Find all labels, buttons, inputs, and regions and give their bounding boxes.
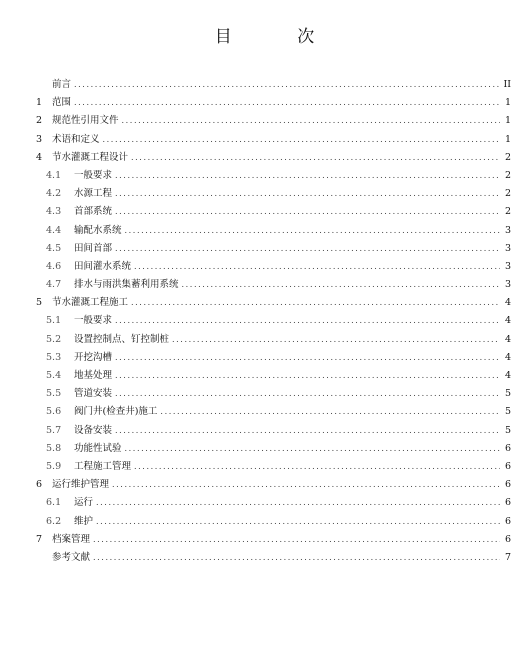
toc-entry-page: 1 (504, 133, 511, 145)
toc-entry-title: 田间首部 (74, 242, 113, 254)
dot-leader (93, 549, 500, 567)
toc-entry-number: 4.5 (46, 242, 62, 254)
dot-leader (115, 240, 500, 258)
toc-entry-8[interactable] (36, 222, 511, 240)
toc-entry-19[interactable] (36, 422, 511, 440)
toc-entry-16[interactable] (36, 367, 511, 385)
toc-entry-page: 6 (504, 515, 511, 527)
toc-entry-title: 一般要求 (74, 315, 113, 327)
toc-entry-title: 设备安装 (74, 424, 113, 436)
toc-entry-number: 1 (36, 97, 43, 109)
toc-entry-11[interactable] (36, 276, 511, 294)
page-title: 目 次 (214, 27, 345, 47)
toc-entry-number: 5.6 (46, 406, 62, 418)
dot-leader (131, 149, 500, 167)
toc-entry-page: 6 (504, 497, 511, 509)
toc-entry-title: 术语和定义 (52, 133, 100, 145)
toc-entry-page: 5 (504, 424, 511, 436)
toc-entry-page: 6 (504, 533, 511, 545)
toc-entry-7[interactable] (36, 203, 511, 221)
toc-entry-6[interactable] (36, 185, 511, 203)
dot-leader (115, 422, 500, 440)
toc-entry-12[interactable] (36, 294, 511, 312)
toc-entry-number: 5.8 (46, 442, 62, 454)
toc-entry-page: 5 (504, 388, 511, 400)
toc-entry-page: 4 (504, 351, 511, 363)
toc-entry-page: 6 (504, 442, 511, 454)
toc-entry-13[interactable] (36, 312, 511, 330)
toc-entry-23[interactable] (36, 494, 511, 512)
toc-entry-10[interactable] (36, 258, 511, 276)
toc-entry-title: 开挖沟槽 (74, 351, 113, 363)
dot-leader (115, 203, 500, 221)
toc-entry-21[interactable] (36, 458, 511, 476)
toc-entry-page: 4 (504, 370, 511, 381)
toc-entry-title: 工程施工管理 (74, 460, 132, 472)
dot-leader (122, 112, 500, 130)
toc-entry-title: 地基处理 (74, 370, 113, 381)
toc-entry-title: 设置控制点、钉控制桩 (74, 333, 170, 345)
toc-entry-0[interactable] (36, 76, 511, 94)
toc-entry-page: 7 (504, 551, 511, 563)
toc-entry-title: 阀门井(检查井)施工 (74, 406, 158, 418)
toc-entry-25[interactable] (36, 531, 511, 549)
toc-entry-page: 3 (504, 224, 511, 236)
toc-entry-number: 5.2 (46, 333, 62, 345)
dot-leader (74, 94, 500, 112)
toc-entry-number: 5.9 (46, 460, 62, 472)
toc-entry-page: 2 (504, 151, 511, 163)
dot-leader (74, 76, 500, 94)
toc-entry-9[interactable] (36, 240, 511, 258)
toc-entry-18[interactable] (36, 403, 511, 421)
dot-leader (112, 476, 500, 494)
toc-entry-title: 一般要求 (74, 169, 113, 181)
toc-entry-title: 节水灌溉工程设计 (52, 151, 129, 163)
toc-entry-1[interactable] (36, 94, 511, 112)
toc-entry-page: 4 (504, 297, 511, 309)
toc-entry-title: 排水与雨洪集蓄利用系统 (74, 279, 179, 291)
toc-entry-page: 4 (504, 333, 511, 345)
toc-entry-page: 3 (504, 260, 511, 272)
toc-entry-page: 6 (504, 460, 511, 472)
toc-entry-number: 5.7 (46, 424, 62, 436)
dot-leader (160, 403, 500, 421)
toc-entry-title: 田间灌水系统 (74, 260, 132, 272)
toc-entry-title: 输配水系统 (74, 224, 122, 236)
dot-leader (172, 331, 500, 349)
toc-entry-20[interactable] (36, 440, 511, 458)
toc-entry-number: 3 (36, 133, 43, 145)
dot-leader (115, 185, 500, 203)
toc-entry-number: 6.1 (46, 497, 62, 509)
toc-entry-3[interactable] (36, 131, 511, 149)
toc-entry-26[interactable] (36, 549, 511, 567)
toc-entry-page: II (503, 79, 511, 90)
dot-leader (182, 276, 500, 294)
toc-entry-15[interactable] (36, 349, 511, 367)
toc-entry-number: 4.6 (46, 260, 62, 272)
toc-entry-4[interactable] (36, 149, 511, 167)
toc-entry-number: 5.5 (46, 388, 62, 400)
toc-entry-number: 5 (36, 297, 43, 309)
toc-entry-24[interactable] (36, 513, 511, 531)
toc-entry-title: 维护 (74, 515, 94, 527)
toc-entry-title: 运行维护管理 (52, 479, 110, 491)
dot-leader (115, 167, 500, 185)
dot-leader (115, 385, 500, 403)
toc-entry-title: 前言 (52, 79, 72, 90)
toc-entry-title: 档案管理 (52, 533, 91, 545)
dot-leader (103, 131, 500, 149)
dot-leader (134, 258, 500, 276)
toc-entry-title: 参考文献 (52, 551, 91, 563)
toc-entry-number: 4.4 (46, 224, 62, 236)
toc-entry-title: 范围 (52, 97, 72, 109)
toc-entry-5[interactable] (36, 167, 511, 185)
dot-leader (125, 222, 500, 240)
toc-entry-number: 4.7 (46, 279, 62, 291)
toc-entry-page: 2 (504, 188, 511, 200)
dot-leader (134, 458, 500, 476)
toc-entry-number: 5.4 (46, 370, 62, 381)
toc-entry-number: 4.3 (46, 206, 62, 218)
toc-entry-number: 7 (36, 533, 43, 545)
dot-leader (125, 440, 500, 458)
toc-entry-number: 4.1 (46, 169, 62, 181)
dot-leader (115, 312, 500, 330)
toc-entry-title: 功能性试验 (74, 442, 122, 454)
toc-entry-page: 1 (504, 115, 511, 127)
toc-entry-page: 1 (504, 97, 511, 109)
toc-entry-title: 水源工程 (74, 188, 113, 200)
toc-entry-22[interactable] (36, 476, 511, 494)
toc-entry-title: 节水灌溉工程施工 (52, 297, 129, 309)
toc-entry-page: 2 (504, 206, 511, 218)
dot-leader (96, 513, 500, 531)
toc-entry-number: 5.1 (46, 315, 62, 327)
dot-leader (131, 294, 500, 312)
toc-entry-number: 4.2 (46, 188, 62, 200)
toc-entry-number: 2 (36, 115, 43, 127)
toc-entry-title: 管道安装 (74, 388, 113, 400)
toc-entry-number: 6.2 (46, 515, 62, 527)
toc-entry-page: 6 (504, 479, 511, 491)
toc-entry-page: 3 (504, 279, 511, 291)
dot-leader (96, 494, 500, 512)
toc-entry-page: 5 (504, 406, 511, 418)
toc-entry-title: 规范性引用文件 (52, 115, 119, 127)
toc-entry-title: 运行 (74, 497, 94, 509)
dot-leader (115, 367, 500, 385)
toc-entry-title: 首部系统 (74, 206, 113, 218)
toc-entry-number: 6 (36, 479, 43, 491)
toc-entry-17[interactable] (36, 385, 511, 403)
toc-entry-14[interactable] (36, 331, 511, 349)
dot-leader (93, 531, 500, 549)
toc-entry-page: 4 (504, 315, 511, 327)
toc-entry-page: 3 (504, 242, 511, 254)
toc-entry-page: 2 (504, 169, 511, 181)
table-of-contents (36, 76, 511, 567)
toc-entry-number: 5.3 (46, 351, 62, 363)
toc-entry-number: 4 (36, 151, 43, 163)
toc-entry-2[interactable] (36, 112, 511, 130)
dot-leader (115, 349, 500, 367)
